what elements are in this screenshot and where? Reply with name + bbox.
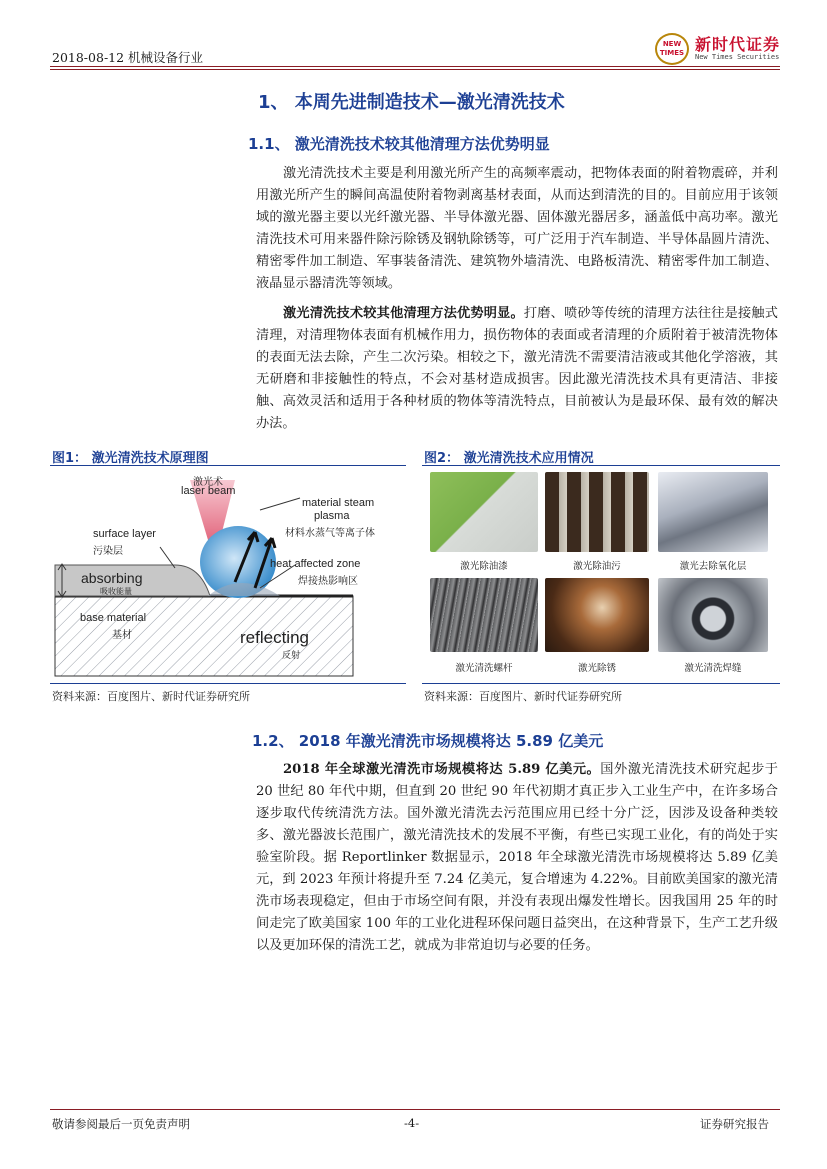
- header-rule: [50, 66, 780, 67]
- paragraph-1: 激光清洗技术主要是利用激光所产生的高频率震动，把物体表面的附着物震碎，并利用激光所产生的瞬间高温使附着物剥离基材表面，从而达到清洗的目的。目前应用于该领域的激光器主要以光纤激光器、半导体激光器、固体激光器居多，涵盖低中高功率。激光清洗技术可用来器件除污除锈及钢轨除锈等，可广泛用于汽车制造、半导体晶圆片清洗、精密零件加工制造、军事装备清洗、建筑物外墙清洗、电路板清洗、精密零件加工制造、液晶显示器清洗等领域。: [256, 166, 778, 291]
- paragraph-3: [256, 759, 778, 957]
- label-base-en: base material: [80, 612, 147, 624]
- figure-1-source: 资料来源：百度图片、新时代证券研究所: [52, 690, 250, 703]
- application-photo-grid: [422, 470, 780, 680]
- label-heat-cn: 焊接热影响区: [298, 576, 358, 587]
- page-number: -4-: [404, 1116, 420, 1130]
- figure-1-rule: [50, 465, 406, 466]
- label-base-cn: 基材: [112, 630, 132, 641]
- figure-1-bottom-rule: [50, 683, 406, 684]
- label-surface-cn: 污染层: [93, 546, 123, 557]
- logo-name-cn: 新时代证券: [695, 35, 781, 54]
- caption-screw-cleaning: 激光清洗螺杆: [455, 663, 513, 674]
- label-reflect-en: reflecting: [240, 628, 309, 647]
- paragraph-3-body: 国外激光清洗技术研究起步于 20 世纪 80 年代中期，但直到 20 世纪 90 年代初期才真正步入工业生产中，在许多场合逐步取代传统清洗方法。国外激光清洗去污范围应用已经十分广泛，因涉及设备种类较多、激光器波长范围广，激光清洗技术的发展不平衡，有些已实现工业化，有的尚处于实验室阶段。据 Reportlinker 数据显示，2018 年全球激光清洗市场规模将达 5.89 亿美元，到 2023 年预计将提升至 7.24 亿美元，复合增速为 4.22%。目前欧美国家的激光清洗市场表现稳定，但由于市场空间有限，并没有表现出爆发性增长。因我国用 25 年的时间走完了欧美国家 100 年的工业化进程环保问题日益突出，在这种背景下，生产工艺升级以及更加环保的清洗工艺，就成为非常迫切与必要的任务。: [256, 762, 778, 953]
- figure-2-rule: [422, 465, 780, 466]
- footer-disclaimer: 敬请参阅最后一页免责声明: [52, 1117, 190, 1131]
- figure-2-source: 资料来源：百度图片、新时代证券研究所: [424, 690, 622, 703]
- section-title: 1、 本周先进制造技术—激光清洗技术: [258, 92, 565, 113]
- label-absorbing-en: absorbing: [81, 570, 143, 586]
- photo-rust-removal: [545, 578, 649, 652]
- footer-rule: [50, 1109, 780, 1110]
- label-laser-cn: 激光术: [193, 477, 223, 488]
- label-steam-cn: 材料水蒸气等离子体: [285, 528, 375, 539]
- photo-weld-cleaning: [658, 578, 768, 652]
- label-surface-en: surface layer: [93, 528, 156, 540]
- logo-emblem: NEW TIMES: [655, 33, 689, 65]
- caption-rust-removal: 激光除锈: [577, 663, 616, 674]
- label-steam-en-2: plasma: [314, 510, 350, 522]
- photo-paint-removal: [430, 472, 538, 552]
- figure-2-title: 图2： 激光清洗技术应用情况: [424, 451, 594, 466]
- footer-report-type: 证券研究报告: [700, 1117, 769, 1131]
- label-absorbing-cn: 吸收能量: [100, 587, 132, 596]
- laser-cleaning-diagram: [50, 470, 406, 680]
- caption-paint-removal: 激光除油漆: [460, 561, 508, 572]
- photo-oxide-removal: [658, 472, 768, 552]
- subsection-title-1-2: 1.2、 2018 年激光清洗市场规模将达 5.89 亿美元: [252, 732, 604, 750]
- figure-2-bottom-rule: [422, 683, 780, 684]
- label-steam-en-1: material steam: [302, 497, 375, 509]
- paragraph-2-lead: 激光清洗技术较其他清理方法优势明显。: [283, 306, 524, 321]
- header-rule-thin: [50, 69, 780, 70]
- photo-screw-cleaning: [430, 578, 538, 652]
- caption-weld-cleaning: 激光清洗焊缝: [684, 663, 742, 674]
- paragraph-2: [256, 303, 778, 435]
- header-date-industry: 2018-08-12 机械设备行业: [52, 50, 204, 65]
- label-heat-en: heat affected zone: [270, 558, 361, 570]
- photo-oil-removal: [545, 472, 649, 552]
- subsection-title-1-1: 1.1、 激光清洗技术较其他清理方法优势明显: [248, 135, 550, 153]
- caption-oxide-removal: 激光去除氧化层: [679, 561, 747, 572]
- logo-name-en: New Times Securities: [695, 53, 780, 61]
- label-reflect-cn: 反射: [282, 650, 301, 660]
- figure-1-title: 图1： 激光清洗技术原理图: [52, 451, 209, 466]
- paragraph-2-body: 打磨、喷砂等传统的清理方法往往是接触式清理，对清理物体表面有机械作用力，损伤物体的表面或者清理的介质附着于被清洗物体的表面无法去除，产生二次污染。相较之下，激光清洗不需要清洁液或其他化学溶液，其无研磨和非接触性的特点，不会对基材造成损害。因此激光清洗技术具有更清洁、非接触、高效灵活和适用于各种材质的物体等清洗特点，目前被认为是最环保、最有效的解决办法。: [256, 306, 778, 431]
- caption-oil-removal: 激光除油污: [573, 561, 621, 572]
- label-laser-en: laser beam: [181, 485, 236, 497]
- brand-logo: [655, 32, 780, 66]
- paragraph-3-lead: 2018 年全球激光清洗市场规模将达 5.89 亿美元。: [283, 762, 601, 777]
